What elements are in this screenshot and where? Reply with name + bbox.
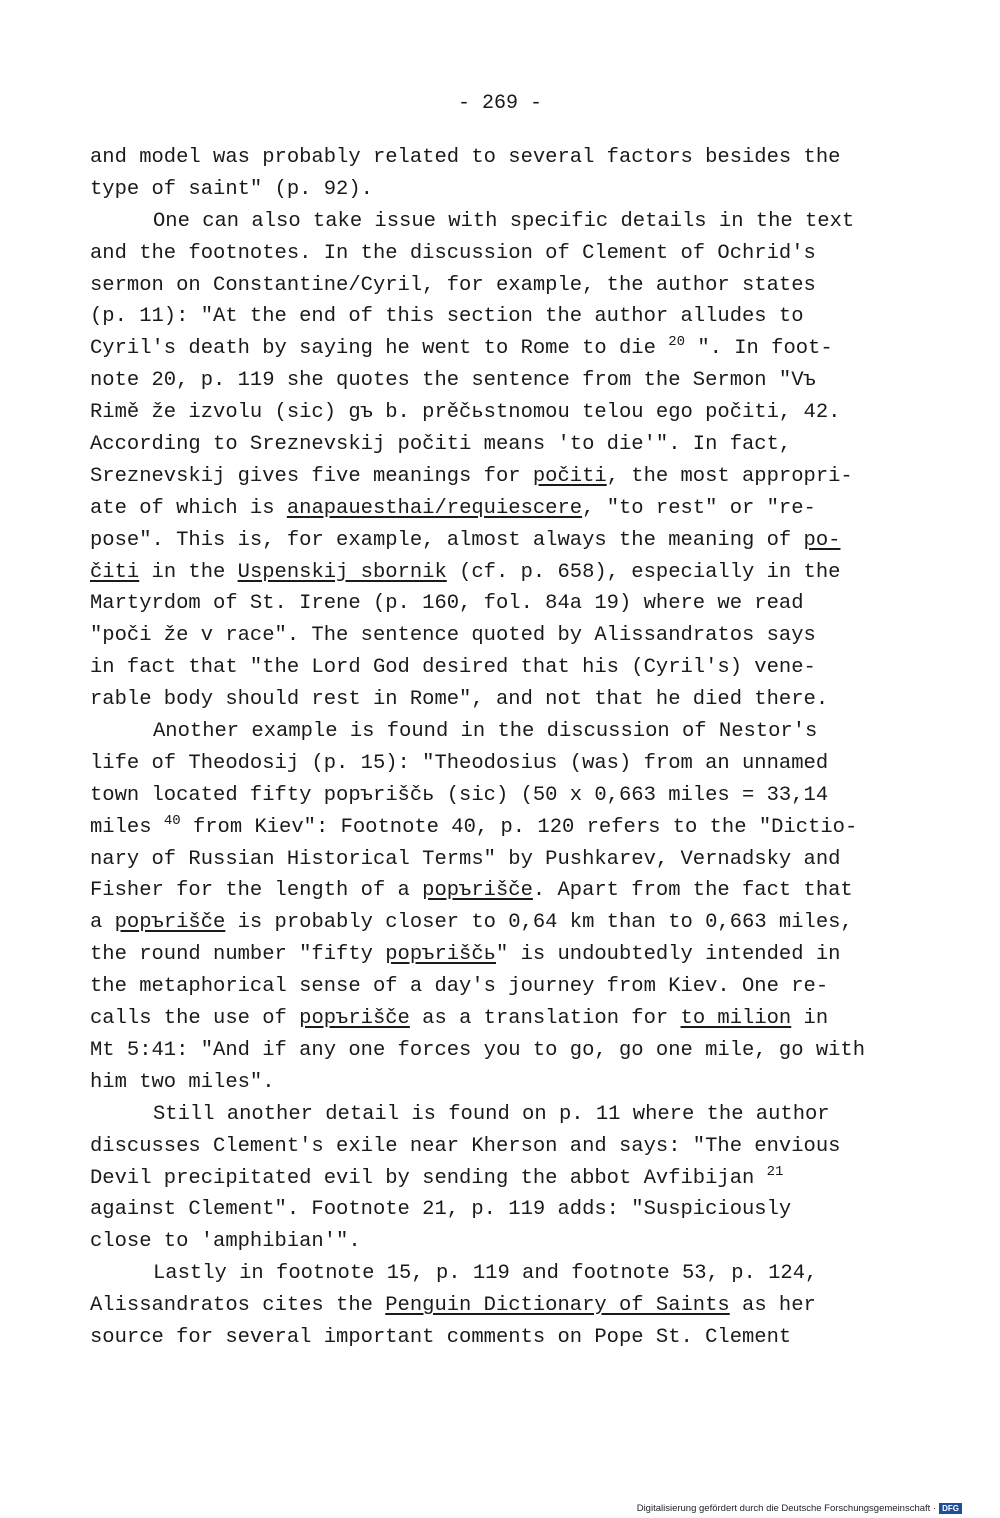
text-segment: . Apart from the fact that xyxy=(532,879,853,903)
text-segment: in the xyxy=(139,560,238,584)
text-line: town located fifty popъriščь (sic) (50 x 0,663 miles = 33,14 xyxy=(90,783,829,807)
text-line: discusses Clement's exile near Kherson and says: "The envious xyxy=(90,1134,841,1158)
text-line: him two miles". xyxy=(90,1070,275,1094)
text-line: Mt 5:41: "And if any one forces you to go, go one mile, go with xyxy=(90,1038,866,1062)
text-line: the metaphorical sense of a day's journey from Kiev. One re- xyxy=(90,975,829,999)
text-line: note 20, p. 119 she quotes the sentence from the Sermon "Vъ xyxy=(90,369,816,393)
text-segment: Sreznevskij gives five meanings for xyxy=(90,464,533,488)
text-segment: from Kiev": Footnote 40, p. 120 refers to the "Dictio- xyxy=(180,815,858,839)
text-segment: as a translation for xyxy=(409,1007,681,1031)
text-line: According to Sreznevskij počiti means 'to die'". In fact, xyxy=(90,433,792,457)
text-segment: ate of which is xyxy=(90,496,287,520)
underlined-title: Uspenskij sbornik xyxy=(237,560,447,584)
footnote-ref-20: 20 xyxy=(668,334,686,351)
text-line: nary of Russian Historical Terms" by Pushkarev, Vernadsky and xyxy=(90,847,841,871)
text-segment: (cf. p. 658), especially in the xyxy=(446,560,841,584)
underlined-title: Penguin Dictionary of Saints xyxy=(385,1294,730,1318)
text-line: Lastly in footnote 15, p. 119 and footnote 53, p. 124, xyxy=(153,1262,818,1286)
text-segment: " is undoubtedly intended in xyxy=(495,943,841,967)
text-line: Rimě že izvolu (sic) gъ b. prěčьstnomou telou ego počiti, 42. xyxy=(90,401,841,425)
text-line: life of Theodosij (p. 15): "Theodosius (was) from an unnamed xyxy=(90,751,829,775)
text-segment: the round number "fifty xyxy=(90,943,386,967)
text-segment: , the most appropri- xyxy=(606,464,853,488)
footnote-ref-40: 40 xyxy=(163,812,181,829)
text-segment: calls the use of xyxy=(90,1007,300,1031)
digitization-credit xyxy=(637,1503,962,1514)
text-line: (p. 11): "At the end of this section the author alludes to xyxy=(90,305,804,329)
text-segment: , "to rest" or "re- xyxy=(582,496,816,520)
text-segment: ". In foot- xyxy=(685,337,833,361)
text-segment: Devil precipitated evil by sending the abbot Avfibijan xyxy=(90,1166,755,1190)
text-line: "poči že v race". The sentence quoted by Alissandratos says xyxy=(90,624,816,648)
text-line: type of saint" (p. 92). xyxy=(90,177,373,201)
text-line xyxy=(90,907,950,939)
text-segment: as her xyxy=(729,1294,816,1318)
underlined-term: anapauesthai/requiescere xyxy=(286,496,583,520)
text-line: close to 'amphibian'". xyxy=(90,1230,361,1254)
text-line xyxy=(90,461,950,493)
text-line xyxy=(90,1003,950,1035)
text-line: sermon on Constantine/Cyril, for example, the author states xyxy=(90,273,816,297)
text-line xyxy=(90,939,950,971)
text-line: and the footnotes. In the discussion of Clement of Ochrid's xyxy=(90,241,816,265)
text-segment: in xyxy=(791,1007,829,1031)
underlined-term: popъrišče xyxy=(422,879,533,903)
text-segment: Alissandratos cites the xyxy=(90,1294,386,1318)
text-segment: Fisher for the length of a xyxy=(90,879,423,903)
text-line: against Clement". Footnote 21, p. 119 adds: "Suspiciously xyxy=(90,1198,792,1222)
text-line: source for several important comments on Pope St. Clement xyxy=(90,1325,792,1349)
underlined-term: čiti xyxy=(90,560,140,584)
text-line xyxy=(90,1290,950,1322)
text-line: rable body should rest in Rome", and not that he died there. xyxy=(90,688,829,712)
text-line xyxy=(90,493,950,525)
underlined-term: popъriščь xyxy=(385,943,496,967)
text-line xyxy=(90,875,950,907)
text-line xyxy=(90,812,950,844)
underlined-term: popъrišče xyxy=(114,911,226,935)
underlined-term: to milion xyxy=(680,1007,792,1031)
document-body xyxy=(90,142,950,1354)
text-line xyxy=(90,525,950,557)
text-segment: miles xyxy=(90,815,152,839)
footnote-ref-21: 21 xyxy=(766,1163,784,1180)
text-line xyxy=(90,333,950,365)
underlined-term: počiti xyxy=(532,464,607,488)
text-line: in fact that "the Lord God desired that his (Cyril's) vene- xyxy=(90,656,816,680)
text-segment: is probably closer to 0,64 km than to 0,663 miles, xyxy=(225,911,853,935)
credit-text: Digitalisierung gefördert durch die Deutsche Forschungsgemeinschaft · xyxy=(636,1503,937,1514)
text-line: and model was probably related to several factors besides the xyxy=(90,146,841,169)
text-line: Still another detail is found on p. 11 where the author xyxy=(153,1102,830,1126)
text-segment: Cyril's death by saying he went to Rome to die xyxy=(90,337,656,361)
dfg-logo: DFG xyxy=(939,1503,962,1514)
text-line: Another example is found in the discussion of Nestor's xyxy=(153,720,818,744)
text-segment: pose". This is, for example, almost always the meaning of xyxy=(90,528,804,552)
text-line: Martyrdom of St. Irene (p. 160, fol. 84a 19) where we read xyxy=(90,592,804,616)
page-number: - 269 - xyxy=(457,92,542,115)
text-segment: a xyxy=(90,911,115,935)
underlined-term: po- xyxy=(803,528,841,552)
text-line xyxy=(90,1163,950,1195)
underlined-term: popъrišče xyxy=(299,1007,410,1031)
text-line xyxy=(90,557,950,589)
text-line: One can also take issue with specific details in the text xyxy=(153,209,855,233)
